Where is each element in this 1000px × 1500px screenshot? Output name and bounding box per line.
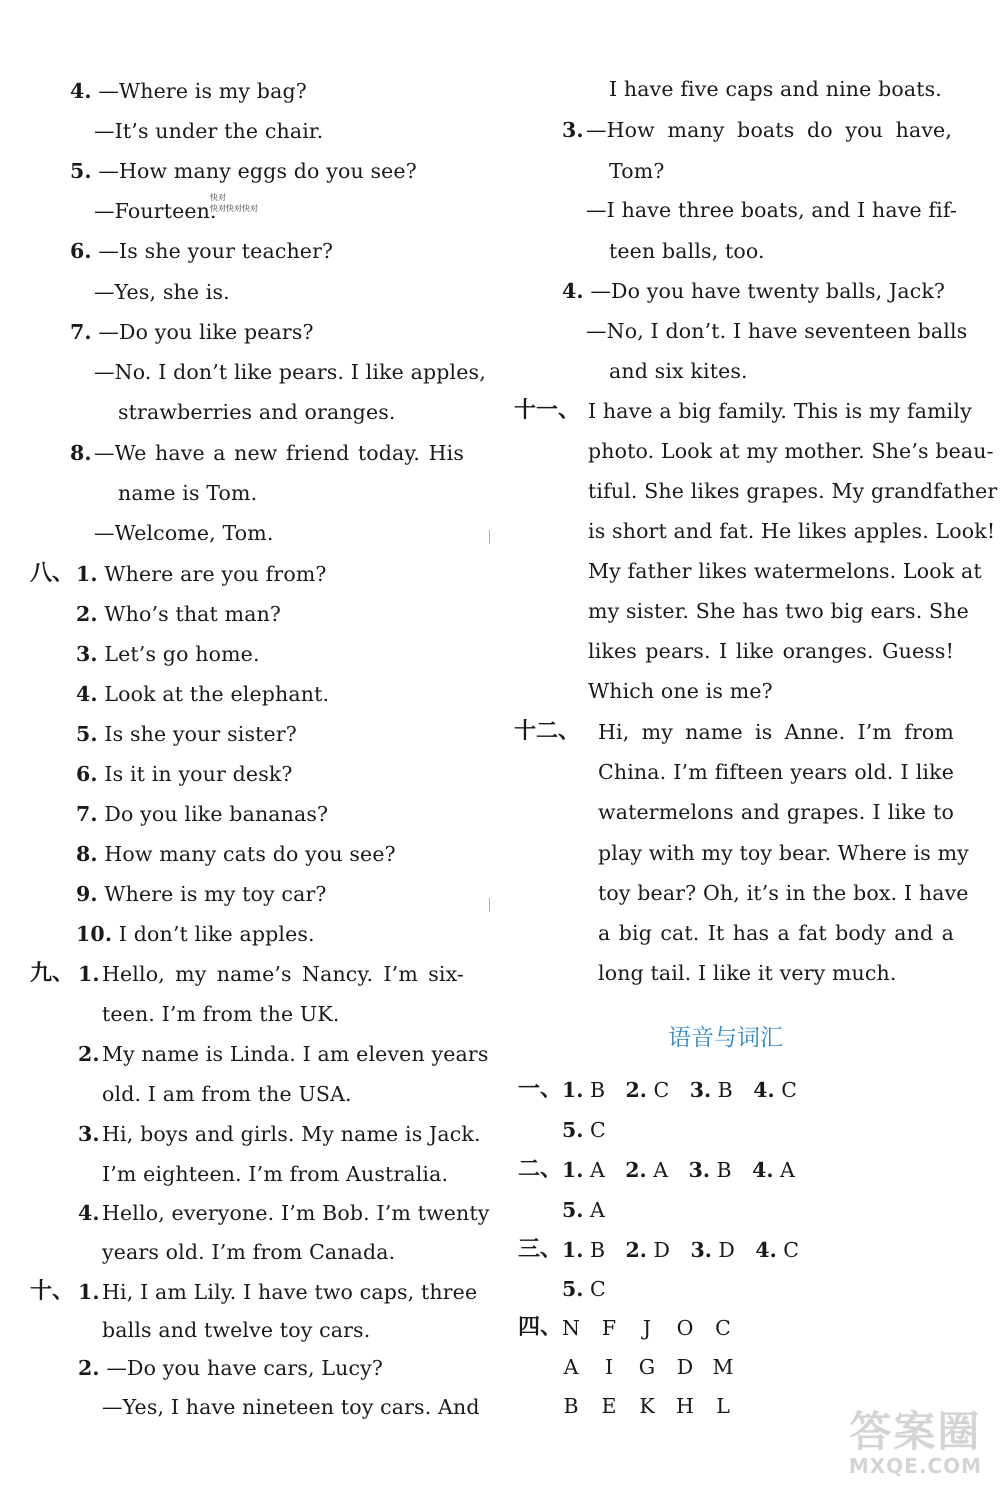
passage-line: China. I’m fifteen years old. I like [598, 760, 954, 784]
column-divider [489, 898, 490, 912]
list-item: 8. How many cats do you see? [76, 842, 396, 866]
passage-line: is short and fat. He likes apples. Look! [588, 519, 996, 543]
item-number: 4. [70, 79, 92, 103]
list-item: 4. Look at the elephant. [76, 682, 330, 706]
section-label: 四、 [518, 1315, 563, 1340]
watermark-logo [848, 1407, 982, 1478]
answer-line: years old. I’m from Canada. [102, 1240, 396, 1264]
answer-line: 5. —How many eggs do you see? [70, 159, 417, 183]
section-label: 二、 [518, 1157, 563, 1182]
answer-line: Hello, my name’s Nancy. I’m six- [102, 962, 464, 986]
column-divider [489, 530, 490, 544]
answer-line: name is Tom. [118, 481, 258, 505]
answer-line: I’m eighteen. I’m from Australia. [102, 1162, 449, 1186]
passage-line: I have a big family. This is my family [588, 399, 972, 423]
answer-line: —Welcome, Tom. [94, 521, 274, 545]
passage-line: Which one is me? [588, 679, 773, 703]
passage-line: play with my toy bear. Where is my [598, 841, 969, 865]
section-heading: 语音与词汇 [668, 1025, 783, 1051]
answer-line: 2. —Do you have cars, Lucy? [78, 1356, 383, 1380]
answer-line: My name is Linda. I am eleven years [102, 1042, 489, 1066]
answer-line: —Yes, she is. [94, 280, 230, 304]
section-label: 三、 [518, 1237, 563, 1262]
list-item: 7. Do you like bananas? [76, 802, 329, 826]
answer-line: Tom? [609, 159, 665, 183]
answer-row: 1. B 2. C 3. B 4. C [562, 1078, 797, 1102]
list-item: 3. Let’s go home. [76, 642, 260, 666]
answer-line: —How many boats do you have, [586, 118, 952, 142]
section-label: 九、 [30, 961, 75, 986]
answer-line: Hi, I am Lily. I have two caps, three [102, 1280, 478, 1304]
passage-line: my sister. She has two big ears. She [588, 599, 969, 623]
passage-line: tiful. She likes grapes. My grandfather [588, 479, 998, 503]
answer-line: strawberries and oranges. [118, 400, 396, 424]
answer-line: 4. —Where is my bag? [70, 79, 307, 103]
scan-mark: 快对快对快对 [210, 204, 258, 213]
answer-row: 1. A 2. A 3. B 4. A [562, 1158, 795, 1182]
section-label: 一、 [518, 1077, 563, 1102]
section-label: 十、 [30, 1279, 75, 1304]
item-number: 1. [78, 962, 100, 986]
list-item: 10. I don’t like apples. [76, 922, 315, 946]
answer-line: —Fourteen. [94, 199, 217, 223]
item-number: 8. [70, 441, 92, 465]
passage-line: My father likes watermelons. Look at [588, 559, 982, 583]
section-label: 十二、 [514, 719, 581, 744]
item-number: 3. [562, 118, 584, 142]
answer-line: teen. I’m from the UK. [102, 1002, 340, 1026]
item-number: 7. [70, 320, 92, 344]
answer-line: teen balls, too. [609, 239, 765, 263]
answer-line: balls and twelve toy cars. [102, 1318, 371, 1342]
list-item: 1. Where are you from? [76, 562, 327, 586]
passage-line: photo. Look at my mother. She’s beau- [588, 439, 994, 463]
answer-line: —No, I don’t. I have seventeen balls [586, 319, 968, 343]
answer-line: —No. I don’t like pears. I like apples, [94, 360, 486, 384]
passage-line: long tail. I like it very much. [598, 961, 897, 985]
passage-line: Hi, my name is Anne. I’m from [598, 720, 954, 744]
letter-row: A I G D M [563, 1355, 734, 1379]
item-number: 1. [78, 1280, 100, 1304]
item-number: 5. [70, 159, 92, 183]
list-item: 6. Is it in your desk? [76, 762, 293, 786]
list-item: 2. Who’s that man? [76, 602, 282, 626]
scan-mark: 快对 [210, 193, 226, 202]
watermark-url: MXQE.COM [848, 1454, 982, 1478]
letter-row: B E K H L [563, 1394, 730, 1418]
answer-row: 5. A [562, 1198, 605, 1222]
item-number: 4. [78, 1201, 100, 1225]
answer-line: 7. —Do you like pears? [70, 320, 314, 344]
answer-row: 5. C [562, 1118, 606, 1142]
answer-line: —It’s under the chair. [94, 119, 324, 143]
section-label: 十一、 [514, 398, 581, 423]
item-number: 6. [70, 239, 92, 263]
passage-line: likes pears. I like oranges. Guess! [588, 639, 954, 663]
answer-line: —We have a new friend today. His [94, 441, 464, 465]
letter-row: N F J O C [562, 1316, 731, 1340]
answer-row: 1. B 2. D 3. D 4. C [562, 1238, 799, 1262]
item-number: 2. [78, 1042, 100, 1066]
answer-line: 4. —Do you have twenty balls, Jack? [562, 279, 946, 303]
answer-line: I have five caps and nine boats. [609, 77, 942, 101]
answer-line: Hello, everyone. I’m Bob. I’m twenty [102, 1201, 490, 1225]
answer-line: Hi, boys and girls. My name is Jack. [102, 1122, 481, 1146]
list-item: 5. Is she your sister? [76, 722, 297, 746]
passage-line: watermelons and grapes. I like to [598, 800, 954, 824]
answer-line: old. I am from the USA. [102, 1082, 352, 1106]
answer-row: 5. C [562, 1277, 606, 1301]
answer-line: —Yes, I have nineteen toy cars. And [102, 1395, 480, 1419]
answer-line: and six kites. [609, 359, 748, 383]
watermark-text: 答案圈 [849, 1407, 982, 1456]
item-number: 3. [78, 1122, 100, 1146]
answer-line [70, 440, 92, 466]
answer-line: —I have three boats, and I have fif- [586, 198, 957, 222]
passage-line: toy bear? Oh, it’s in the box. I have [598, 881, 969, 905]
list-item: 9. Where is my toy car? [76, 882, 327, 906]
answer-line: 6. —Is she your teacher? [70, 239, 334, 263]
section-label: 八、 [30, 561, 75, 586]
passage-line: a big cat. It has a fat body and a [598, 921, 954, 945]
